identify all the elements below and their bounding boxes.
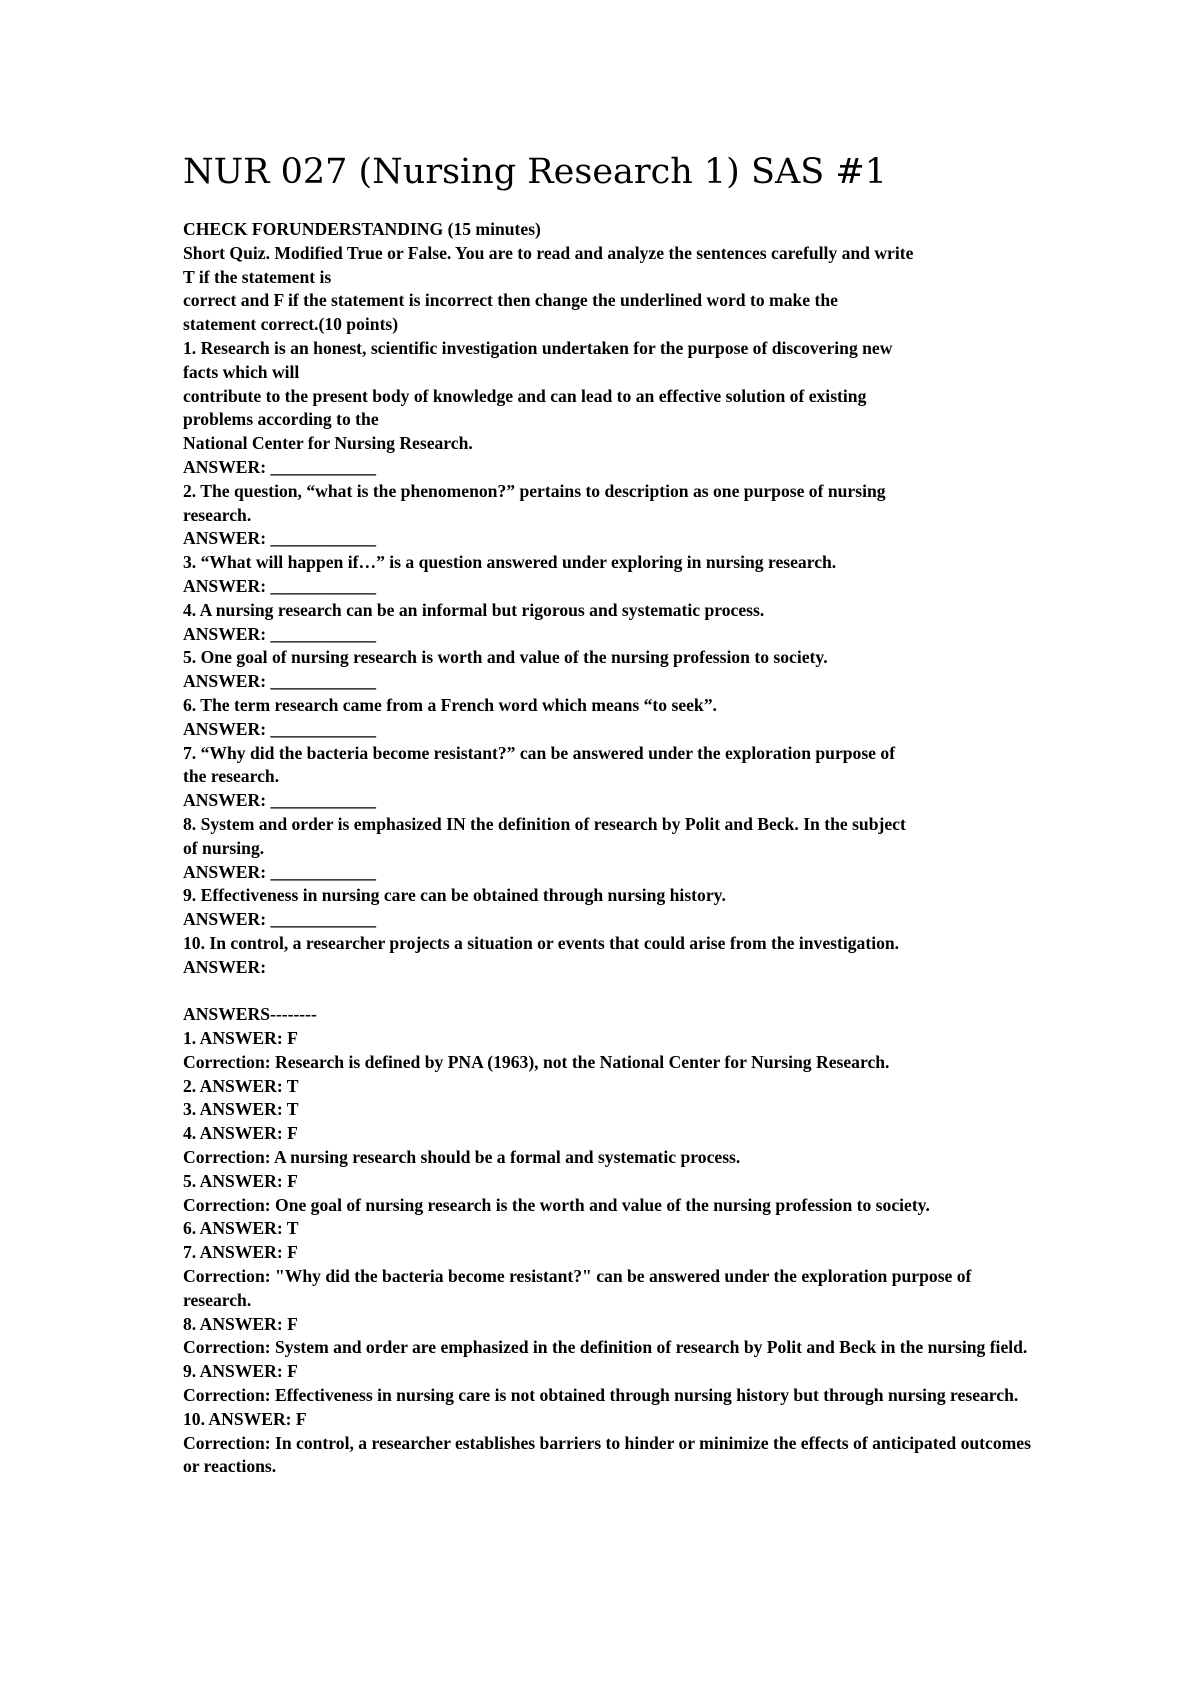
document-title: NUR 027 (Nursing Research 1) SAS #1 [183, 152, 887, 192]
answer-8-label: 8. ANSWER: F [183, 1313, 298, 1334]
answer-2-label: 2. ANSWER: T [183, 1075, 299, 1096]
question-1-line: National Center for Nursing Research. [183, 433, 473, 454]
answer-10-label: 10. ANSWER: F [183, 1408, 307, 1429]
question-1-line: facts which will [183, 361, 300, 382]
question-4-line: 4. A nursing research can be an informal but rigorous and systematic process. [183, 599, 765, 620]
question-1-line: contribute to the present body of knowledge and can lead to an effective solution of existing [183, 385, 867, 406]
question-5-answer-blank: ANSWER: ____________ [183, 671, 377, 692]
answer-8-correction: Correction: System and order are emphasized in the definition of research by Polit and Beck in the nursing field. [183, 1337, 1028, 1358]
answer-1-correction: Correction: Research is defined by PNA (1963), not the National Center for Nursing Research. [183, 1051, 890, 1072]
answer-10-correction: Correction: In control, a researcher establishes barriers to hinder or minimize the effects of anticipated outcomes or reactions. [183, 1432, 1031, 1477]
answer-6-label: 6. ANSWER: T [183, 1218, 299, 1239]
answer-7-correction: Correction: "Why did the bacteria become resistant?" can be answered under the exploration purpose of research. [183, 1266, 972, 1310]
question-3-answer-blank: ANSWER: ____________ [183, 575, 377, 596]
question-2-answer-blank: ANSWER: ____________ [183, 528, 377, 549]
question-1-answer-blank: ANSWER: ____________ [183, 456, 377, 477]
question-3-line: 3. “What will happen if…” is a question answered under exploring in nursing research. [183, 552, 837, 573]
answer-9-label: 9. ANSWER: F [183, 1361, 298, 1382]
question-8-answer-blank: ANSWER: ____________ [183, 861, 377, 882]
instructions-line: T if the statement is [183, 266, 332, 287]
question-4-answer-blank: ANSWER: ____________ [183, 623, 377, 644]
question-10-line: 10. In control, a researcher projects a situation or events that could arise from the investigation. [183, 932, 900, 953]
instructions-line: correct and F if the statement is incorrect then change the underlined word to make the [183, 290, 838, 311]
check-heading: CHECK FORUNDERSTANDING (15 minutes) [183, 219, 541, 239]
answer-9-correction: Correction: Effectiveness in nursing care is not obtained through nursing history but through nursing research. [183, 1385, 1019, 1406]
answer-4-label: 4. ANSWER: F [183, 1123, 298, 1144]
question-2-line: 2. The question, “what is the phenomenon?” pertains to description as one purpose of nursing [183, 480, 886, 501]
question-6-answer-blank: ANSWER: ____________ [183, 718, 377, 739]
answer-5-label: 5. ANSWER: F [183, 1170, 298, 1191]
question-7-line: 7. “Why did the bacteria become resistant?” can be answered under the exploration purpose of [183, 742, 896, 763]
question-10-answer-blank: ANSWER: [183, 956, 267, 977]
answer-7-label: 7. ANSWER: F [183, 1242, 298, 1263]
instructions-line: statement correct.(10 points) [183, 314, 399, 335]
question-8-line: of nursing. [183, 837, 265, 858]
question-9-answer-blank: ANSWER: ____________ [183, 909, 377, 930]
question-8-line: 8. System and order is emphasized IN the definition of research by Polit and Beck. In the subject [183, 813, 906, 834]
question-5-line: 5. One goal of nursing research is worth and value of the nursing profession to society. [183, 647, 828, 668]
answer-3-label: 3. ANSWER: T [183, 1099, 299, 1120]
answers-heading: ANSWERS-------- [183, 1004, 317, 1025]
question-1-line: problems according to the [183, 409, 379, 430]
document-body [183, 218, 1043, 1479]
question-9-line: 9. Effectiveness in nursing care can be obtained through nursing history. [183, 885, 726, 906]
answer-5-correction: Correction: One goal of nursing research is the worth and value of the nursing profession to society. [183, 1194, 930, 1215]
question-2-line: research. [183, 504, 252, 525]
question-7-line: the research. [183, 766, 280, 787]
question-6-line: 6. The term research came from a French word which means “to seek”. [183, 694, 717, 715]
question-1-line: 1. Research is an honest, scientific investigation undertaken for the purpose of discovering new [183, 337, 893, 358]
question-7-answer-blank: ANSWER: ____________ [183, 790, 377, 811]
section-spacer [183, 980, 1043, 1004]
instructions-line: Short Quiz. Modified True or False. You are to read and analyze the sentences carefully and write [183, 242, 914, 263]
answer-1-label: 1. ANSWER: F [183, 1028, 298, 1049]
answer-4-correction: Correction: A nursing research should be a formal and systematic process. [183, 1147, 741, 1168]
